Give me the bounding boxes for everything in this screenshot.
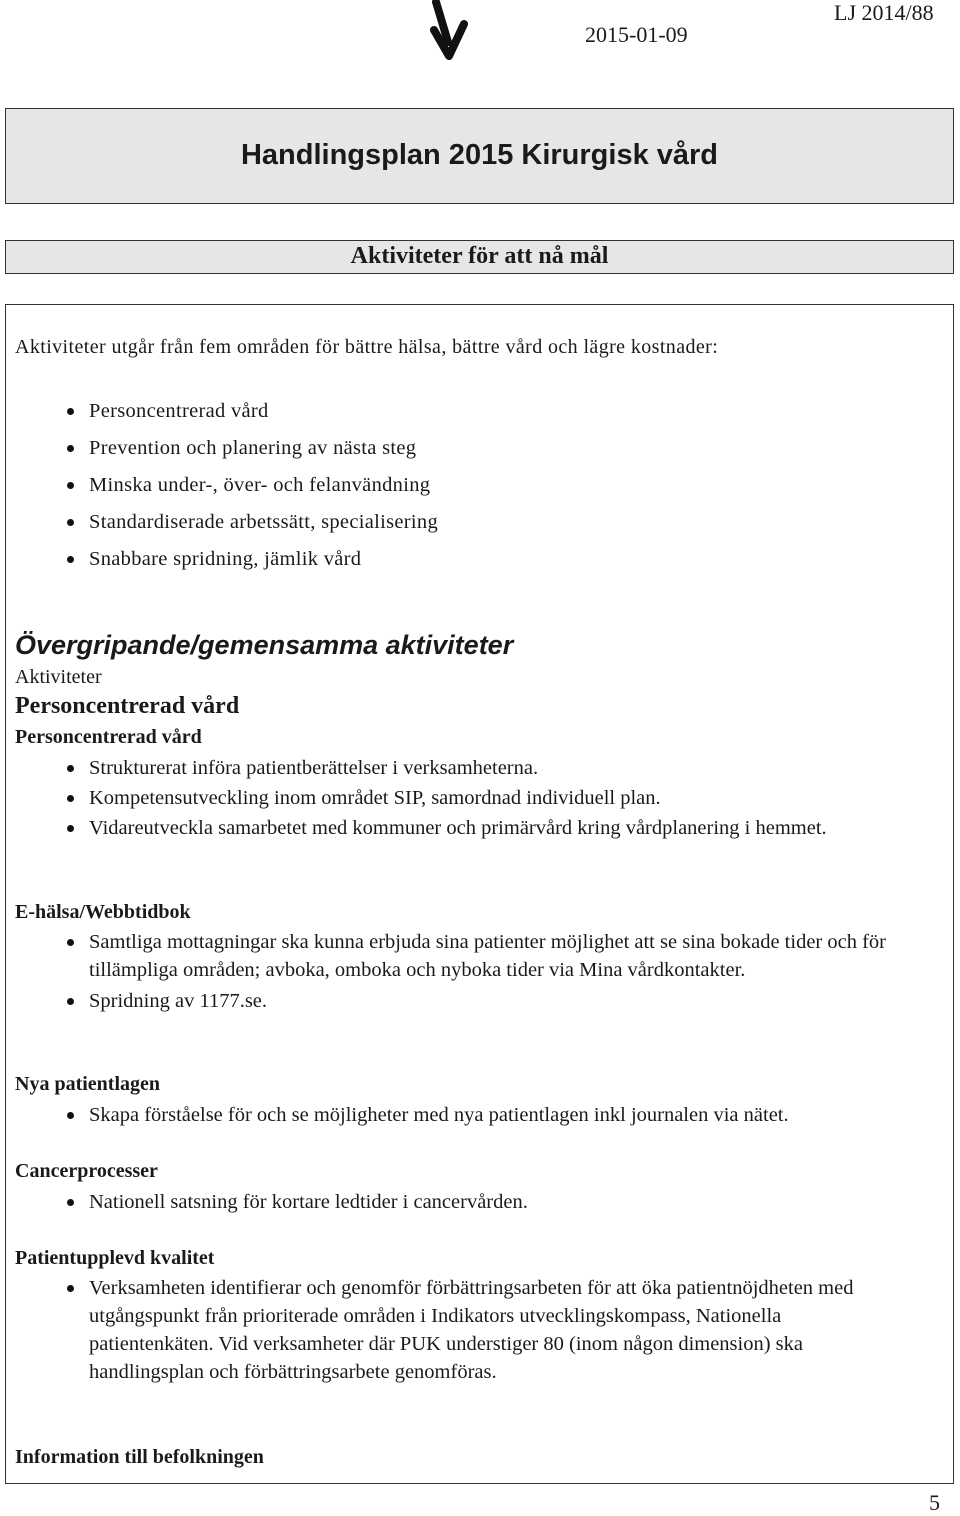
activities-label: Aktiviteter — [15, 666, 102, 688]
list-item: Skapa förståelse för och se möjligheter med nya patientlagen inkl journalen via nätet. — [15, 1101, 945, 1129]
subheading-personcentrerad: Personcentrerad vård — [15, 693, 240, 719]
list-item: Samtliga mottagningar ska kunna erbjuda sina patienter möjlighet att se sina bokade tider och för tillämpliga områden; avboka, omboka och nyboka tider via Mina vårdkontakter. — [15, 928, 930, 984]
section-list — [15, 928, 930, 1015]
document-date: 2015-01-09 — [585, 22, 688, 47]
intro-list — [15, 393, 915, 578]
section-heading: E-hälsa/Webbtidbok — [15, 901, 191, 923]
list-item: Strukturerat införa patientberättelser i verksamheterna. — [15, 754, 895, 782]
section-heading-overgripande: Övergripande/gemensamma aktiviteter — [15, 630, 514, 660]
list-item: Snabbare spridning, jämlik vård — [15, 541, 915, 578]
section-heading: Personcentrerad vård — [15, 726, 202, 748]
document-reference: LJ 2014/88 — [834, 0, 934, 25]
subtitle-box — [5, 240, 954, 274]
list-item: Kompetensutveckling inom området SIP, samordnad individuell plan. — [15, 784, 895, 812]
list-item: Minska under-, över- och felanvändning — [15, 467, 915, 504]
title-box — [5, 108, 954, 204]
list-item: Standardiserade arbetssätt, specialisering — [15, 504, 915, 541]
list-item: Nationell satsning för kortare ledtider i cancervården. — [15, 1188, 915, 1216]
section-heading: Information till befolkningen — [15, 1446, 264, 1468]
list-item: Verksamheten identifierar och genomför förbättringsarbeten för att öka patientnöjdheten med utgångspunkt från prioriterade områden i Indikators utvecklingskompass, Nationella patientenkäten. Vid verksamheter där PUK understiger 80 (inom någon dimension) ska handlingsplan och förbättringsarbete genomföras. — [15, 1274, 895, 1386]
section-list — [15, 1101, 945, 1129]
page-title: Handlingsplan 2015 Kirurgisk vård — [240, 139, 719, 171]
section-heading: Nya patientlagen — [15, 1073, 160, 1095]
section-list — [15, 1188, 915, 1216]
page-subtitle: Aktiviteter för att nå mål — [350, 243, 609, 269]
list-item: Spridning av 1177.se. — [15, 987, 930, 1015]
section-heading: Patientupplevd kvalitet — [15, 1247, 215, 1269]
section-list — [15, 754, 895, 842]
section-list — [15, 1274, 895, 1386]
list-item: Prevention och planering av nästa steg — [15, 430, 915, 467]
intro-text: Aktiviteter utgår från fem områden för bättre hälsa, bättre vård och lägre kostnader: — [15, 336, 719, 358]
down-arrow-icon — [428, 0, 468, 60]
page-number: 5 — [929, 1490, 940, 1515]
list-item: Vidareutveckla samarbetet med kommuner och primärvård kring vårdplanering i hemmet. — [15, 814, 895, 842]
list-item: Personcentrerad vård — [15, 393, 915, 430]
section-heading: Cancerprocesser — [15, 1160, 158, 1182]
